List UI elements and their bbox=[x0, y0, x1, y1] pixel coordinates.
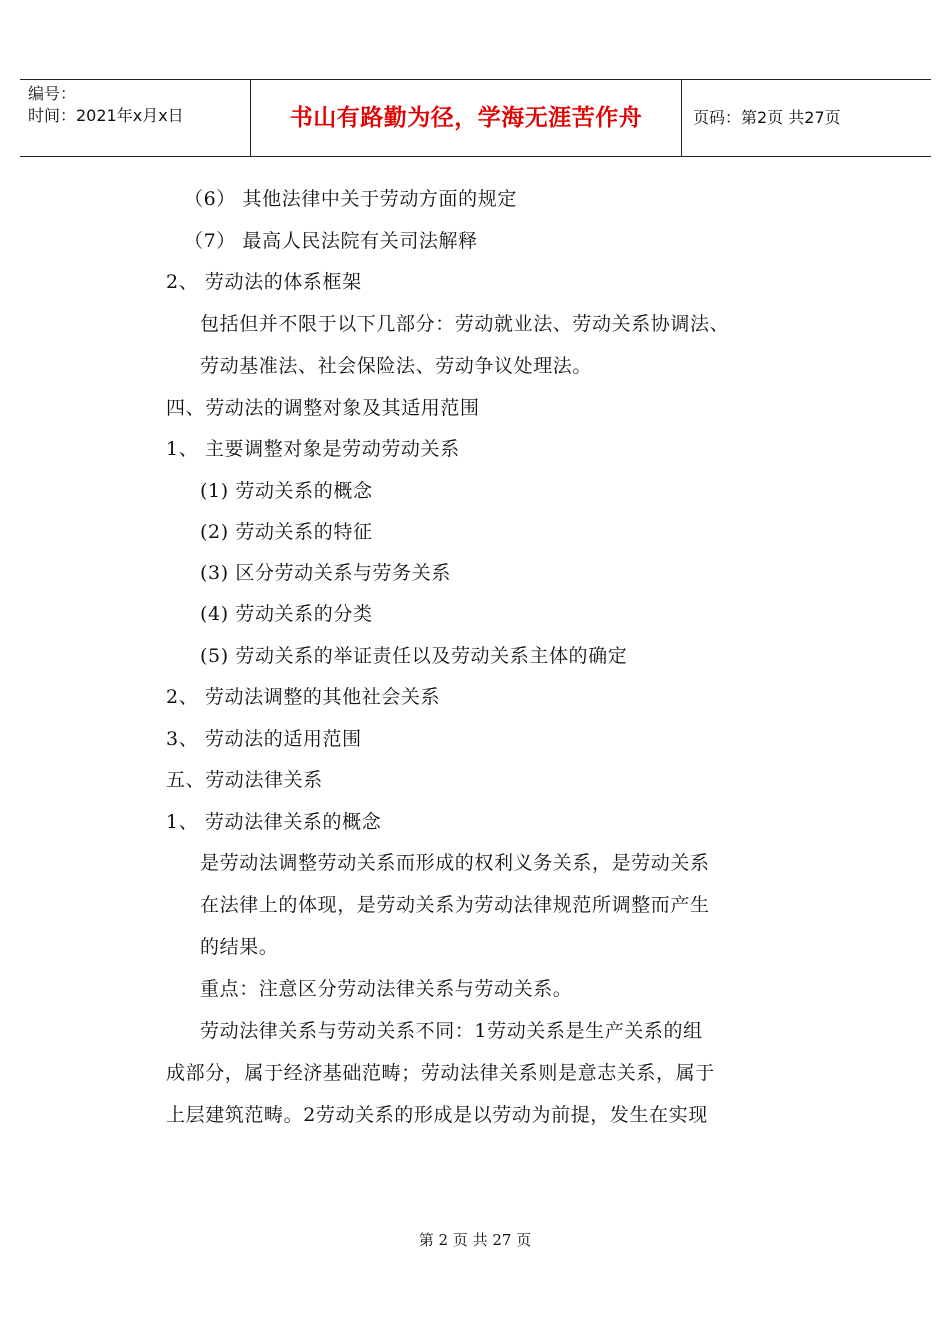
text-line: 2、 劳动法的体系框架 bbox=[166, 271, 362, 293]
header-page-info: 页码：第2页 共27页 bbox=[693, 108, 841, 127]
text-line: (1) 劳动关系的概念 bbox=[200, 480, 373, 502]
text-line: 包括但并不限于以下几部分：劳动就业法、劳动关系协调法、 bbox=[200, 313, 730, 335]
header-motto: 书山有路勤为径，学海无涯苦作舟 bbox=[251, 80, 682, 156]
text-line: 在法律上的体现，是劳动关系为劳动法律规范所调整而产生 bbox=[200, 894, 710, 916]
text-line: (4) 劳动关系的分类 bbox=[200, 603, 373, 625]
text-line: 是劳动法调整劳动关系而形成的权利义务关系，是劳动关系 bbox=[200, 852, 710, 874]
section-heading: 五、劳动法律关系 bbox=[166, 769, 323, 791]
page-footer: 第 2 页 共 27 页 bbox=[418, 1231, 532, 1249]
text-line: 劳动法律关系与劳动关系不同：1劳动关系是生产关系的组 bbox=[200, 1020, 703, 1042]
header-table bbox=[20, 79, 931, 157]
text-line: （7） 最高人民法院有关司法解释 bbox=[184, 230, 478, 252]
text-line: 成部分，属于经济基础范畴；劳动法律关系则是意志关系，属于 bbox=[166, 1062, 715, 1084]
text-line: 上层建筑范畴。2劳动关系的形成是以劳动为前提，发生在实现 bbox=[166, 1104, 708, 1126]
text-line: （6） 其他法律中关于劳动方面的规定 bbox=[184, 188, 517, 210]
text-line: 2、 劳动法调整的其他社会关系 bbox=[166, 686, 441, 708]
text-line: (5) 劳动关系的举证责任以及劳动关系主体的确定 bbox=[200, 645, 628, 667]
text-line: 劳动基准法、社会保险法、劳动争议处理法。 bbox=[200, 355, 593, 377]
text-line: (3) 区分劳动关系与劳务关系 bbox=[200, 562, 451, 584]
text-line: 1、 主要调整对象是劳动劳动关系 bbox=[166, 438, 460, 460]
document-number-label: 编号： bbox=[28, 84, 77, 103]
header-meta-cell bbox=[20, 80, 251, 156]
text-line: (2) 劳动关系的特征 bbox=[200, 521, 373, 543]
text-line: 重点：注意区分劳动法律关系与劳动关系。 bbox=[200, 978, 573, 1000]
document-date-label: 时间：2021年x月x日 bbox=[28, 106, 184, 125]
text-line: 3、 劳动法的适用范围 bbox=[166, 728, 362, 750]
text-line: 1、 劳动法律关系的概念 bbox=[166, 811, 382, 833]
text-line: 的结果。 bbox=[200, 936, 279, 958]
section-heading: 四、劳动法的调整对象及其适用范围 bbox=[166, 397, 480, 419]
